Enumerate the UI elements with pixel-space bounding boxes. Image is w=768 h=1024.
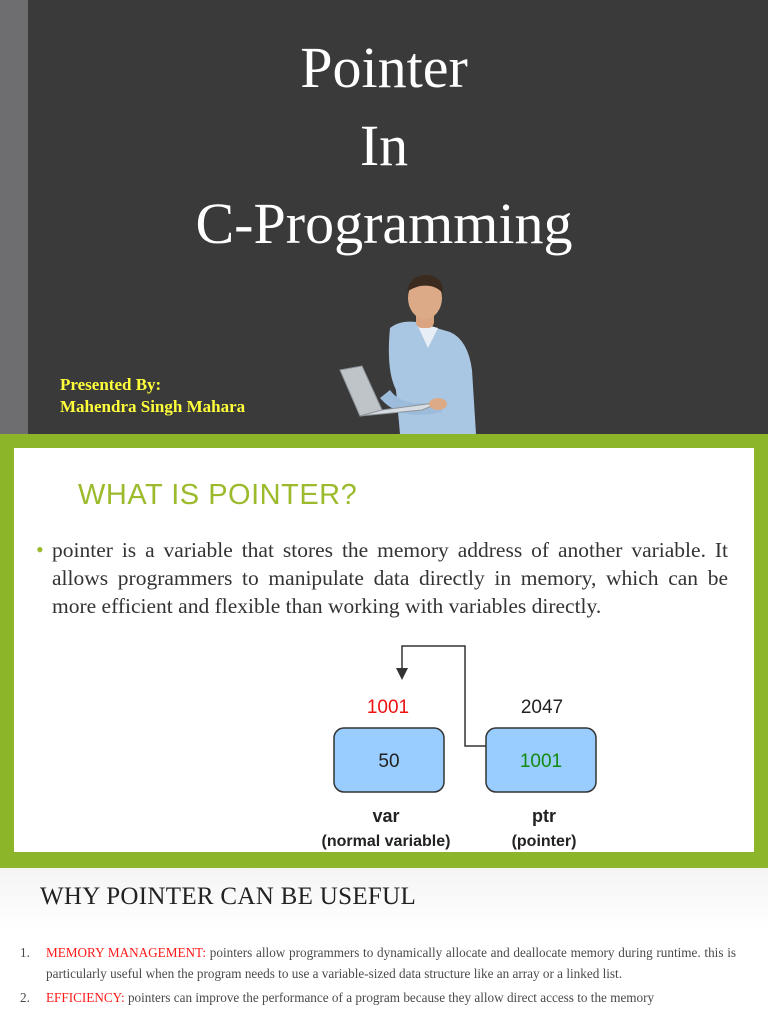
presented-by-label: Presented By: bbox=[60, 375, 162, 394]
definition-slide bbox=[0, 434, 768, 868]
title-line-3: C-Programming bbox=[195, 191, 573, 256]
var-name: var bbox=[372, 806, 400, 826]
definition-slide-content bbox=[14, 448, 754, 852]
pointer-diagram bbox=[14, 448, 754, 852]
list-item-keyword: EFFICIENCY: bbox=[46, 990, 125, 1005]
pointer-arrow-head bbox=[396, 668, 408, 680]
ptr-address-label: 2047 bbox=[520, 697, 564, 718]
list-item-text: pointers can improve the performance of a program because they allow direct access to the memory bbox=[124, 990, 655, 1005]
var-description: (normal variable) bbox=[321, 833, 451, 850]
why-pointer-useful-heading: WHY POINTER CAN BE USEFUL bbox=[40, 883, 417, 910]
usefulness-list bbox=[20, 942, 736, 1011]
title-slide bbox=[0, 0, 768, 434]
list-item-keyword: MEMORY MANAGEMENT: bbox=[46, 945, 207, 960]
ptr-value: 1001 bbox=[519, 751, 563, 772]
usefulness-slide bbox=[0, 868, 768, 1024]
definition-text: pointer is a variable that stores the memory address of another variable. It allows programmers to manipulate data directly in memory, which can be more efficient and flexible than working with variables directly. bbox=[52, 538, 728, 618]
title-line-2: In bbox=[359, 113, 409, 178]
list-item-number: 1. bbox=[20, 945, 30, 960]
var-value: 50 bbox=[378, 751, 400, 772]
presenter-name: Mahendra Singh Mahara bbox=[60, 397, 246, 416]
list-item-text: pointers allow programmers to dynamically allocate and deallocate memory during runtime. this is particularly useful when the program needs to use a variable-sized data structure like an array or a linked list. bbox=[46, 945, 736, 981]
ptr-name: ptr bbox=[532, 806, 556, 826]
title-line-1: Pointer bbox=[300, 35, 468, 100]
man-with-laptop-image bbox=[330, 270, 490, 434]
var-address-label: 1001 bbox=[366, 697, 410, 718]
bullet-icon: • bbox=[36, 537, 44, 562]
ptr-description: (pointer) bbox=[511, 833, 577, 850]
what-is-pointer-heading: WHAT IS POINTER? bbox=[78, 479, 358, 511]
list-item bbox=[20, 987, 736, 1008]
list-item-number: 2. bbox=[20, 990, 30, 1005]
list-item bbox=[20, 942, 736, 984]
